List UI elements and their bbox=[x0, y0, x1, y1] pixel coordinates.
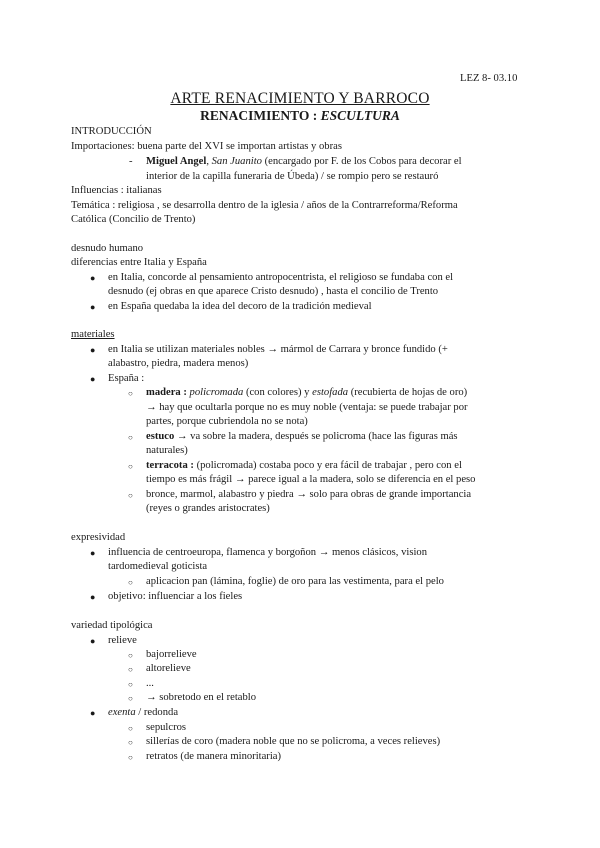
exenta-term: exenta bbox=[108, 707, 136, 718]
circle-bullet-icon: ○ bbox=[128, 665, 133, 674]
estuco-text-2: naturales) bbox=[146, 445, 188, 456]
policromada-term: policromada bbox=[189, 387, 244, 398]
bullet-icon: ● bbox=[90, 345, 96, 355]
subtitle-prefix: RENACIMIENTO : bbox=[200, 108, 321, 123]
retratos-text: retratos (de manera minoritaria) bbox=[146, 751, 282, 762]
lecture-reference: LEZ 8- 03.10 bbox=[460, 73, 518, 84]
variedad-heading: variedad tipológica bbox=[71, 620, 153, 631]
relieve-ellipsis-text: ... bbox=[146, 678, 154, 689]
estuco-label: estuco bbox=[146, 431, 175, 442]
bronce-text-2: (reyes o grandes aristocrates) bbox=[146, 503, 270, 514]
bajorrelieve-text: bajorrelieve bbox=[146, 649, 197, 660]
materiales-espana-label: España : bbox=[108, 373, 145, 384]
sepulcros-text: sepulcros bbox=[146, 722, 187, 733]
madera-text-2: → hay que ocultarla porque no es muy noble (ventaja: se puede trabajar por bbox=[146, 402, 468, 413]
bullet-icon: ● bbox=[90, 636, 96, 646]
intro-heading: INTRODUCCIÓN bbox=[71, 126, 152, 137]
importaciones-text: Importaciones: buena parte del XVI se importan artistas y obras bbox=[71, 141, 342, 152]
expresividad-oro-text: aplicacion pan (lámina, foglie) de oro para las vestimenta, para el pelo bbox=[146, 576, 444, 587]
madera-text-3: partes, porque cubriendola no se nota) bbox=[146, 416, 308, 427]
madera-mid: (con colores) y bbox=[243, 387, 313, 398]
terracota-text-2: tiempo es más frágil → parece igual a la madera, solo se diferencia en el peso bbox=[146, 474, 476, 485]
desnudo-italia-text: en Italia, concorde al pensamiento antropocentrista, el religioso se fundaba con el bbox=[108, 272, 454, 283]
san-juanito-title: San Juanito bbox=[211, 156, 262, 167]
expresividad-objetivo-text: objetivo: influenciar a los fieles bbox=[108, 591, 243, 602]
tematica-text: Temática : religiosa , se desarrolla dentro de la iglesia / años de la Contrarreforma/Reforma bbox=[71, 200, 458, 211]
miguel-angel-desc: (encargado por F. de los Cobos para decorar el bbox=[261, 156, 462, 167]
terracota-rest: (policromada) costaba poco y era fácil de trabajar , pero con el bbox=[193, 460, 462, 471]
desnudo-heading: desnudo humano bbox=[71, 243, 144, 254]
madera-rest: (recubierta de hojas de oro) bbox=[348, 387, 468, 398]
madera-line bbox=[146, 386, 467, 401]
circle-bullet-icon: ○ bbox=[128, 694, 133, 703]
bullet-icon: ● bbox=[90, 374, 96, 384]
bronce-text: bronce, marmol, alabastro y piedra → solo para obras de grande importancia bbox=[146, 489, 472, 500]
desnudo-espana-text: en España quedaba la idea del decoro de la tradición medieval bbox=[108, 301, 372, 312]
exenta-rest: / redonda bbox=[135, 707, 179, 718]
altorelieve-text: altorelieve bbox=[146, 663, 191, 674]
circle-bullet-icon: ○ bbox=[128, 753, 133, 762]
circle-bullet-icon: ○ bbox=[128, 462, 133, 471]
materiales-heading: materiales bbox=[71, 329, 115, 340]
page-subtitle bbox=[0, 108, 600, 124]
bullet-icon: ● bbox=[90, 273, 96, 283]
tematica-text-2: Católica (Concilio de Trento) bbox=[71, 214, 196, 225]
miguel-angel-desc-2: interior de la capilla funeraria de Úbeda) / se rompio pero se restauró bbox=[146, 171, 439, 182]
terracota-label: terracota : bbox=[146, 460, 194, 471]
miguel-angel-sep: , bbox=[206, 156, 212, 167]
circle-bullet-icon: ○ bbox=[128, 491, 133, 500]
circle-bullet-icon: ○ bbox=[128, 651, 133, 660]
retablo-text: → sobretodo en el retablo bbox=[146, 692, 257, 703]
terracota-line bbox=[146, 459, 462, 474]
influencias-text: Influencias : italianas bbox=[71, 185, 162, 196]
desnudo-italia-text-2: desnudo (ej obras en que aparece Cristo desnudo) , hasta el concilio de Trento bbox=[108, 286, 439, 297]
circle-bullet-icon: ○ bbox=[128, 389, 133, 398]
bullet-icon: ● bbox=[90, 708, 96, 718]
circle-bullet-icon: ○ bbox=[128, 578, 133, 587]
expresividad-influencia-text: influencia de centroeuropa, flamenca y borgoñon → menos clásicos, vision bbox=[108, 547, 427, 558]
desnudo-subheading: diferencias entre Italia y España bbox=[71, 257, 207, 268]
materiales-italia-text-2: alabastro, piedra, madera menos) bbox=[108, 358, 249, 369]
exenta-line bbox=[108, 706, 178, 721]
bullet-icon: ● bbox=[90, 548, 96, 558]
dash-marker: - bbox=[129, 156, 133, 167]
bullet-icon: ● bbox=[90, 592, 96, 602]
relieve-label: relieve bbox=[108, 635, 137, 646]
estofada-term: estofada bbox=[312, 387, 349, 398]
miguel-angel-line bbox=[146, 155, 462, 170]
sillerias-text: sillerías de coro (madera noble que no se policroma, a veces relieves) bbox=[146, 736, 441, 747]
expresividad-heading: expresividad bbox=[71, 532, 126, 543]
subtitle-emphasis: ESCULTURA bbox=[320, 108, 400, 123]
circle-bullet-icon: ○ bbox=[128, 433, 133, 442]
circle-bullet-icon: ○ bbox=[128, 680, 133, 689]
estuco-rest: → va sobre la madera, después se policroma (hace las figuras más bbox=[174, 431, 458, 442]
page-title: ARTE RENACIMIENTO Y BARROCO bbox=[170, 90, 430, 107]
circle-bullet-icon: ○ bbox=[128, 724, 133, 733]
bullet-icon: ● bbox=[90, 302, 96, 312]
estuco-line bbox=[146, 430, 458, 445]
circle-bullet-icon: ○ bbox=[128, 738, 133, 747]
miguel-angel-name: Miguel Angel bbox=[146, 156, 207, 167]
materiales-italia-text: en Italia se utilizan materiales nobles → mármol de Carrara y bronce fundido (+ bbox=[108, 344, 448, 355]
madera-label: madera : bbox=[146, 387, 190, 398]
expresividad-influencia-text-2: tardomedieval goticista bbox=[108, 561, 208, 572]
